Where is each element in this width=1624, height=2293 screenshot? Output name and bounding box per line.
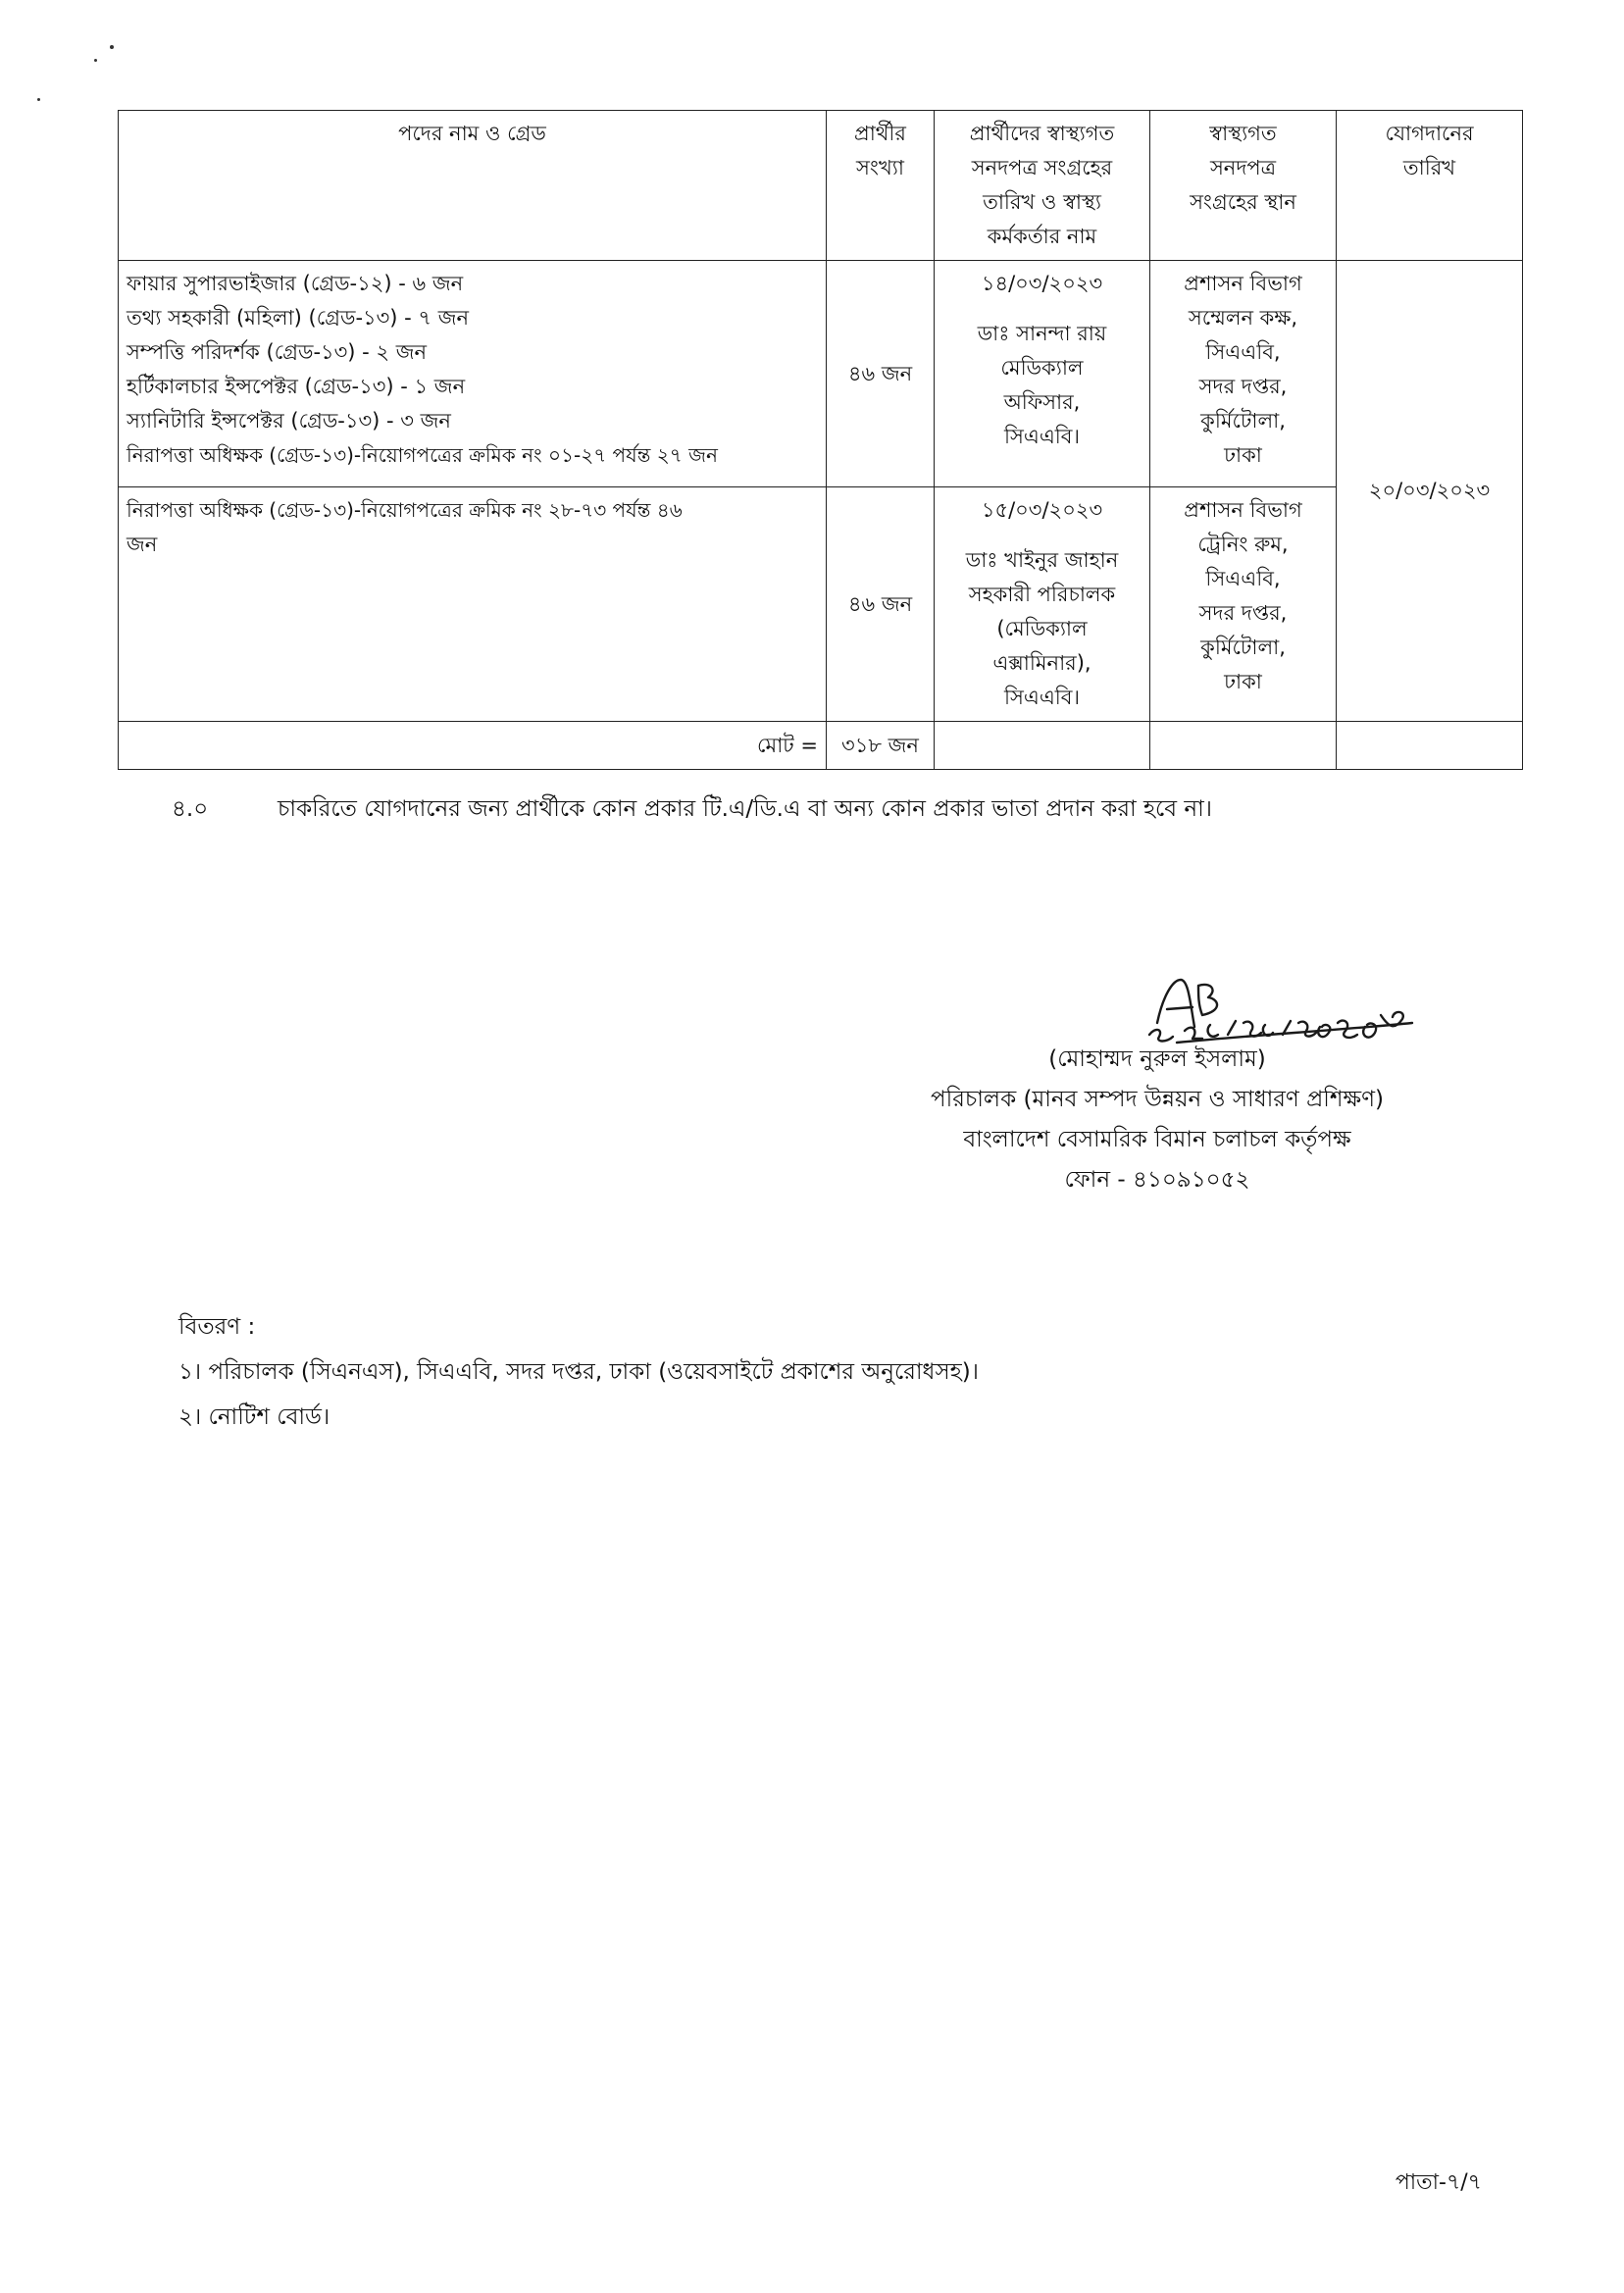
post-item: হর্টিকালচার ইন্সপেক্টর (গ্রেড-১৩) - ১ জন <box>127 375 466 398</box>
table-header-row <box>119 111 1523 261</box>
health-certificate-info: ১৪/০৩/২০২৩ ডাঃ সানন্দা রায় মেডিক্যাল অফিসার, সিএএবি। <box>935 261 1150 487</box>
post-list <box>119 487 827 722</box>
scan-speck <box>37 98 40 101</box>
post-item: সম্পত্তি পরিদর্শক (গ্রেড-১৩) - ২ জন <box>127 340 428 364</box>
table-row <box>119 487 1523 722</box>
table-row <box>119 261 1523 487</box>
scan-speck <box>94 59 97 62</box>
candidate-count: ৪৬ জন <box>827 261 935 487</box>
post-item: ফায়ার সুপারভাইজার (গ্রেড-১২) - ৬ জন <box>127 272 464 295</box>
scan-speck <box>110 45 114 49</box>
header-collection-place: স্বাস্থ্যগত সনদপত্র সংগ্রহের স্থান <box>1150 111 1337 261</box>
collection-place: প্রশাসন বিভাগ ট্রেনিং রুম, সিএএবি, সদর দপ্তর, কুর্মিটোলা, ঢাকা <box>1150 487 1337 722</box>
candidate-count: ৪৬ জন <box>827 487 935 722</box>
post-list <box>119 261 827 487</box>
distribution-title: বিতরণ : <box>178 1314 256 1340</box>
total-row <box>119 722 1523 770</box>
signatory-designation: পরিচালক (মানব সম্পদ উন্নয়ন ও সাধারণ প্রশিক্ষণ) <box>931 1087 1384 1112</box>
post-item: নিরাপত্তা অধিক্ষক (গ্রেড-১৩)-নিয়োগপত্রের ক্রমিক নং ০১-২৭ পর্যন্ত ২৭ জন <box>127 443 718 467</box>
post-item: নিরাপত্তা অধিক্ষক (গ্রেড-১৩)-নিয়োগপত্রের ক্রমিক নং ২৮-৭৩ পর্যন্ত ৪৬ <box>127 498 683 522</box>
collection-place: প্রশাসন বিভাগ সম্মেলন কক্ষ, সিএএবি, সদর দপ্তর, কুর্মিটোলা, ঢাকা <box>1150 261 1337 487</box>
signatory-phone: ফোন - ৪১০৯১০৫২ <box>1064 1167 1250 1193</box>
list-item: ২। নোটিশ বোর্ড। <box>178 1404 330 1430</box>
list-item: ১। পরিচালক (সিএনএস), সিএএবি, সদর দপ্তর, ঢাকা (ওয়েবসাইটে প্রকাশের অনুরোধসহ)। <box>178 1359 979 1385</box>
signatory-block <box>843 1040 1471 1200</box>
signatory-name: (মোহাম্মদ নুরুল ইসলাম) <box>1048 1046 1266 1072</box>
header-health-certificate-date: প্রার্থীদের স্বাস্থ্যগত সনদপত্র সংগ্রহের তারিখ ও স্বাস্থ্য কর্মকর্তার নাম <box>935 111 1150 261</box>
header-candidate-count: প্রার্থীর সংখ্যা <box>827 111 935 261</box>
page-number: পাতা-৭/৭ <box>1395 2170 1482 2195</box>
post-item: স্যানিটারি ইন্সপেক্টর (গ্রেড-১৩) - ৩ জন <box>127 409 451 433</box>
paragraph-text: চাকরিতে যোগদানের জন্য প্রার্থীকে কোন প্রকার টি.এ/ডি.এ বা অন্য কোন প্রকার ভাতা প্রদান করা হবে না। <box>278 796 1213 822</box>
distribution-list <box>178 1304 979 1440</box>
paragraph-number: ৪.০ <box>172 796 209 822</box>
header-joining-date: যোগদানের তারিখ <box>1337 111 1523 261</box>
header-post-grade: পদের নাম ও গ্রেড <box>119 111 827 261</box>
candidate-table <box>118 110 1523 770</box>
signatory-organization: বাংলাদেশ বেসামরিক বিমান চলাচল কর্তৃপক্ষ <box>963 1127 1351 1152</box>
certificate-date: ১৪/০৩/২০২৩ <box>981 272 1103 295</box>
certificate-date: ১৫/০৩/২০২৩ <box>981 498 1103 522</box>
joining-date: ২০/০৩/২০২৩ <box>1337 261 1523 722</box>
health-certificate-info: ১৫/০৩/২০২৩ ডাঃ খাইনুর জাহান সহকারী পরিচালক (মেডিক্যাল এক্সামিনার), সিএএবি। <box>935 487 1150 722</box>
post-item: তথ্য সহকারী (মহিলা) (গ্রেড-১৩) - ৭ জন <box>127 306 470 330</box>
total-value: ৩১৮ জন <box>827 722 935 770</box>
post-item: জন <box>127 533 158 556</box>
total-label: মোট = <box>119 722 827 770</box>
